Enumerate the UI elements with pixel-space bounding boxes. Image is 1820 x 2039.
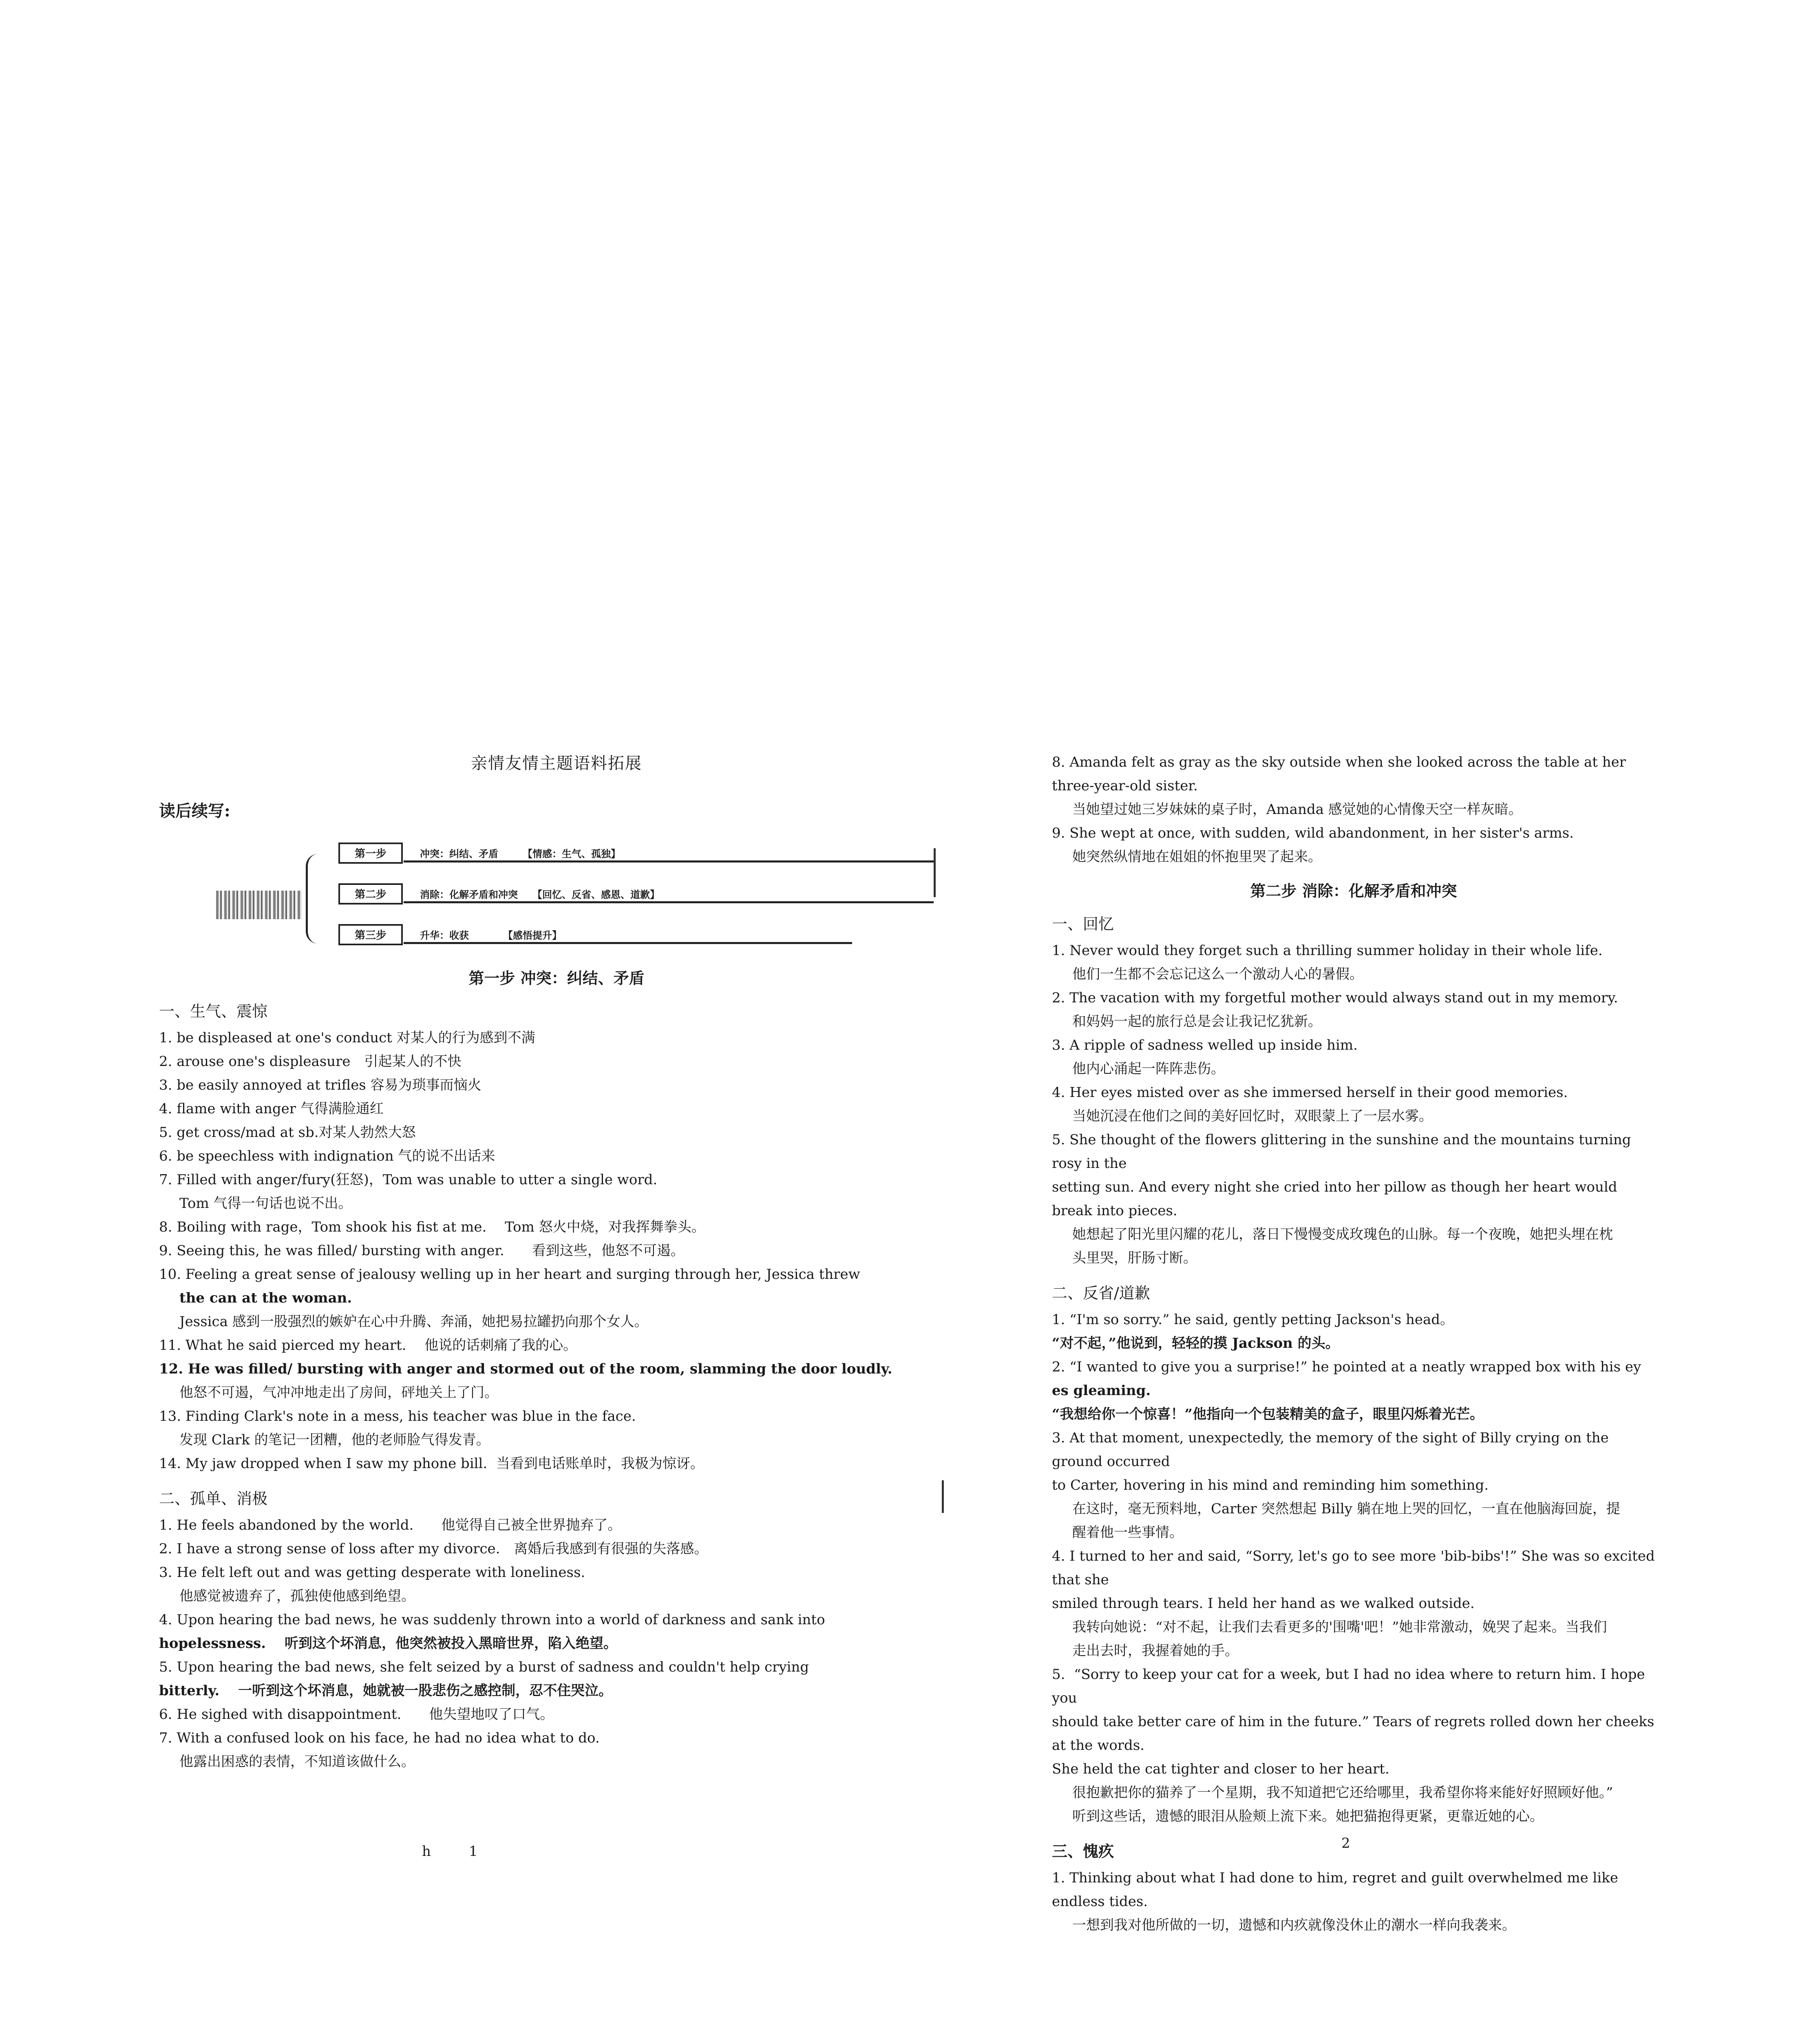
left-page	[159, 750, 954, 1774]
phrase-line: 14. My jaw dropped when I saw my phone bill. 当看到电话账单时，我极为惊讶。	[159, 1455, 704, 1472]
flow-diagram	[159, 834, 954, 956]
phrase-line: 8. Boiling with rage，Tom shook his fist at me. Tom 怒火中烧，对我挥舞拳头。	[159, 1219, 705, 1235]
phrase-line: 2. The vacation with my forgetful mother would always stand out in my memory.	[1052, 990, 1618, 1006]
category-heading: 一、回忆	[1052, 915, 1114, 933]
phrase-line: 2. “I wanted to give you a surprise!” he pointed at a neatly wrapped box with his ey	[1052, 1359, 1641, 1375]
phrase-line: 3. At that moment, unexpectedly, the memory of the sight of Billy crying on the ground occurred	[1052, 1430, 1613, 1470]
step-text: 冲突：纠结、矛盾 【情感：生气、孤独】	[420, 848, 621, 860]
phrase-line: 走出去时，我握着她的手。	[1072, 1643, 1239, 1659]
phrase-line: 5. She thought of the flowers glittering in the sunshine and the mountains turning rosy in the	[1052, 1132, 1636, 1172]
phrase-line: 7. With a confused look on his face, he had no idea what to do.	[159, 1730, 600, 1746]
step-box: 第一步	[338, 843, 403, 864]
category-heading: 三、愧疚	[1052, 1842, 1114, 1860]
phrase-line: 一想到我对他所做的一切，遗憾和内疚就像没休止的潮水一样向我袭来。	[1072, 1917, 1516, 1933]
phrase-line: 她想起了阳光里闪耀的花儿，落日下慢慢变成玫瑰色的山脉。每一个夜晚，她把头埋在枕	[1072, 1226, 1613, 1243]
phrase-line: 11. What he said pierced my heart. 他说的话刺痛了我的心。	[159, 1337, 577, 1353]
phrase-line: should take better care of him in the future.” Tears of regrets rolled down her cheeks at the words.	[1052, 1714, 1659, 1754]
scanned-blob	[216, 891, 302, 919]
phrase-line: 4. I turned to her and said, “Sorry, let's go to see more 'bib-bibs'!” She was so excited that she	[1052, 1548, 1659, 1588]
phrase-line: 他们一生都不会忘记这么一个激动人心的暑假。	[1072, 966, 1363, 982]
step-underline	[404, 942, 852, 944]
phrase-line: 他感觉被遗弃了，孤独使他感到绝望。	[179, 1588, 415, 1604]
phrase-line: 7. Filled with anger/fury(狂怒)，Tom was unable to utter a single word.	[159, 1172, 658, 1188]
phrase-line: 4. flame with anger 气得满脸通红	[159, 1101, 384, 1117]
phrase-line: 1. “I'm so sorry.” he said, gently petting Jackson's head。	[1052, 1311, 1454, 1328]
category-heading: 二、反省/道歉	[1052, 1284, 1150, 1302]
phrase-line: “我想给你一个惊喜！”他指向一个包装精美的盒子，眼里闪烁着光芒。	[1052, 1406, 1484, 1422]
category-heading: 二、孤单、消极	[159, 1490, 268, 1508]
phrase-line: es gleaming.	[1052, 1382, 1151, 1399]
phrase-list	[1052, 939, 1655, 1270]
phrase-line: 1. He feels abandoned by the world. 他觉得自己被全世界抛弃了。	[159, 1517, 622, 1533]
phrase-line: 4. Her eyes misted over as she immersed herself in their good memories.	[1052, 1084, 1568, 1101]
phrase-line: 5. “Sorry to keep your cat for a week, but I had no idea where to return him. I hope you	[1052, 1666, 1650, 1706]
phrase-line: 4. Upon hearing the bad news, he was suddenly thrown into a world of darkness and sank into	[159, 1612, 825, 1628]
phrase-line: 9. She wept at once, with sudden, wild abandonment, in her sister's arms.	[1052, 825, 1574, 841]
phrase-line: 2. I have a strong sense of loss after my divorce. 离婚后我感到有很强的失落感。	[159, 1541, 708, 1557]
phrase-list	[1052, 750, 1655, 869]
phrase-line: 和妈妈一起的旅行总是会让我记忆犹新。	[1072, 1013, 1322, 1030]
phrase-line: 他内心涌起一阵阵悲伤。	[1072, 1061, 1225, 1077]
step-text: 升华：收获 【感悟提升】	[420, 929, 562, 941]
phrase-line: 头里哭，肝肠寸断。	[1072, 1250, 1197, 1266]
phrase-line: 他怒不可遏，气冲冲地走出了房间，砰地关上了门。	[179, 1384, 498, 1401]
page-number: 2	[1341, 1835, 1350, 1851]
phrase-line: setting sun. And every night she cried into her pillow as though her heart would break into pieces.	[1052, 1179, 1622, 1219]
phrase-line: 8. Amanda felt as gray as the sky outside when she looked across the table at her	[1052, 754, 1626, 770]
phrase-line: 10. Feeling a great sense of jealousy welling up in her heart and surging through her, Jessica threw	[159, 1266, 860, 1283]
section-heading: 第二步 消除：化解矛盾和冲突	[1250, 882, 1457, 900]
phrase-line: three-year-old sister.	[1052, 778, 1198, 794]
phrase-line: 1. Thinking about what I had done to him, regret and guilt overwhelmed me like endless tides.	[1052, 1870, 1623, 1910]
step-text: 消除：化解矛盾和冲突 【回忆、反省、感恩、道歉】	[420, 889, 660, 900]
phrase-line: She held the cat tighter and closer to her heart.	[1052, 1761, 1389, 1777]
phrase-line: 很抱歉把你的猫养了一个星期，我不知道把它还给哪里，我希望你将来能好好照顾好他。”	[1072, 1785, 1613, 1801]
binding-mark	[934, 848, 936, 897]
step-underline	[404, 901, 934, 903]
page-marker: h	[422, 1843, 431, 1860]
phrase-line: 在这时，毫无预料地，Carter 突然想起 Billy 躺在地上哭的回忆，一直在他脑海回旋，提	[1072, 1501, 1620, 1517]
brace-icon	[306, 854, 336, 944]
phrase-line: 3. A ripple of sadness welled up inside him.	[1052, 1037, 1358, 1053]
phrase-line: smiled through tears. I held her hand as we walked outside.	[1052, 1595, 1475, 1612]
section-label: 读后续写:	[159, 801, 230, 820]
phrase-line: 2. arouse one's displeasure 引起某人的不快	[159, 1053, 462, 1070]
phrase-line: Jessica 感到一股强烈的嫉妒在心中升腾、奔涌，她把易拉罐扔向那个女人。	[179, 1314, 648, 1330]
phrase-line: 听到这些话，遗憾的眼泪从脸颊上流下来。她把猫抱得更紧，更靠近她的心。	[1072, 1808, 1544, 1824]
phrase-list	[159, 1026, 954, 1475]
phrase-line: Tom 气得一句话也说不出。	[179, 1195, 352, 1212]
phrase-line: to Carter, hovering in his mind and reminding him something.	[1052, 1477, 1489, 1493]
document-title: 亲情友情主题语料拓展	[471, 754, 642, 773]
page-number: 1	[469, 1843, 478, 1860]
step-underline	[404, 860, 934, 862]
step-box: 第二步	[338, 883, 403, 905]
phrase-line: 当她沉浸在他们之间的美好回忆时，双眼蒙上了一层水雾。	[1072, 1108, 1433, 1124]
phrase-line: 6. be speechless with indignation 气的说不出话来	[159, 1148, 495, 1164]
phrase-line: 我转向她说：“对不起，让我们去看更多的'围嘴'吧！”她非常激动，娩哭了起来。当我们	[1072, 1619, 1607, 1635]
category-heading: 一、生气、震惊	[159, 1002, 268, 1020]
phrase-line: 醒着他一些事情。	[1072, 1524, 1183, 1541]
phrase-line: 5. Upon hearing the bad news, she felt seized by a burst of sadness and couldn't help crying	[159, 1659, 809, 1675]
diagram-step-1	[338, 842, 403, 864]
phrase-line: 6. He sighed with disappointment. 他失望地叹了口气。	[159, 1706, 554, 1723]
binding-mark	[942, 1480, 944, 1513]
phrase-line: 1. Never would they forget such a thrilling summer holiday in their whole life.	[1052, 942, 1603, 959]
phrase-list	[1052, 1308, 1659, 1828]
phrase-line: the can at the woman.	[179, 1290, 352, 1306]
phrase-line: 12. He was filled/ bursting with anger and stormed out of the room, slamming the door loudly.	[159, 1361, 892, 1377]
phrase-line: hopelessness. 听到这个坏消息，他突然被投入黑暗世界，陷入绝望。	[159, 1635, 617, 1652]
phrase-line: bitterly. 一听到这个坏消息，她就被一股悲伤之感控制，忍不住哭泣。	[159, 1683, 613, 1699]
phrase-line: 13. Finding Clark's note in a mess, his teacher was blue in the face.	[159, 1408, 636, 1424]
phrase-list	[1052, 1866, 1655, 1937]
right-page	[1052, 750, 1659, 1937]
phrase-line: 3. He felt left out and was getting desperate with loneliness.	[159, 1564, 585, 1581]
phrase-line: 发现 Clark 的笔记一团糟，他的老师脸气得发青。	[179, 1432, 490, 1448]
step-box: 第三步	[338, 924, 403, 945]
diagram-step-3	[338, 923, 403, 946]
diagram-step-2	[338, 882, 403, 905]
phrase-line: “对不起，”他说到，轻轻的摸 Jackson 的头。	[1052, 1335, 1339, 1351]
phrase-line: 她突然纵情地在姐姐的怀抱里哭了起来。	[1072, 849, 1322, 865]
phrase-line: 他露出困惑的表情，不知道该做什么。	[179, 1754, 415, 1770]
phrase-list	[159, 1513, 954, 1774]
phrase-line: 5. get cross/mad at sb.对某人勃然大怒	[159, 1124, 416, 1141]
phrase-line: 9. Seeing this, he was filled/ bursting with anger. 看到这些，他怒不可遏。	[159, 1243, 685, 1259]
section-heading: 第一步 冲突：纠结、矛盾	[468, 969, 645, 987]
phrase-line: 3. be easily annoyed at trifles 容易为琐事而恼火	[159, 1077, 482, 1093]
phrase-line: 1. be displeased at one's conduct 对某人的行为感到不满	[159, 1030, 535, 1046]
phrase-line: 当她望过她三岁妹妹的桌子时，Amanda 感觉她的心情像天空一样灰暗。	[1072, 801, 1522, 818]
